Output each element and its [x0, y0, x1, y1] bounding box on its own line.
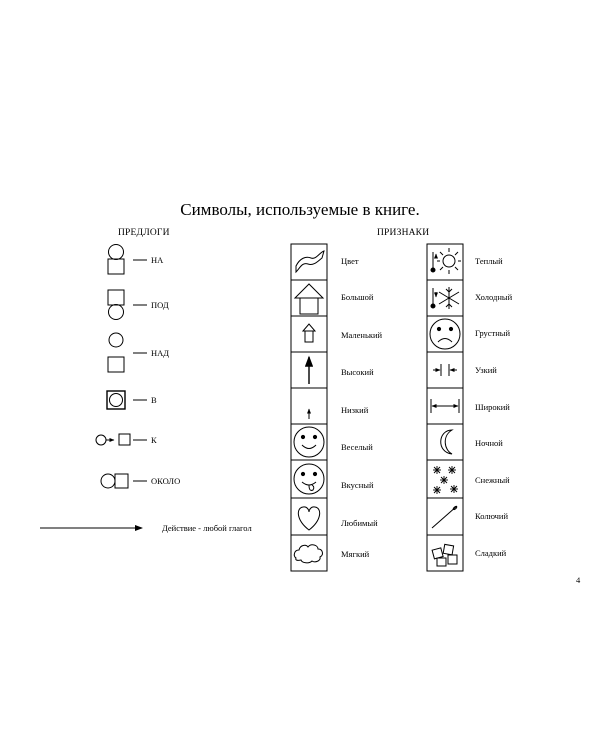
moon-icon — [441, 430, 452, 454]
prep-label-pod: ПОД — [151, 300, 169, 310]
na-symbol-icon — [108, 245, 147, 275]
attr-label: Цвет — [341, 256, 359, 266]
narrow-arrows-icon — [433, 364, 457, 376]
sad-face-icon — [430, 319, 460, 349]
prep-label-na: НА — [151, 255, 164, 265]
attr-label: Сладкий — [475, 548, 507, 558]
attr-label: Высокий — [341, 367, 374, 377]
attr-label: Колючий — [475, 511, 509, 521]
attr-label: Низкий — [341, 405, 369, 415]
attr-label: Снежный — [475, 475, 510, 485]
attr-label: Ночной — [475, 438, 503, 448]
prep-label-k: К — [151, 435, 157, 445]
tongue-face-icon — [294, 464, 324, 494]
attr-label: Узкий — [475, 365, 497, 375]
nad-symbol-icon — [108, 333, 147, 372]
sun-thermometer-icon — [431, 248, 461, 274]
k-symbol-icon — [96, 434, 147, 445]
attr-label: Вкусный — [341, 480, 374, 490]
wide-arrows-icon — [431, 399, 459, 413]
attr-label: Любимый — [341, 518, 378, 528]
heart-icon — [298, 507, 319, 530]
attr-label: Большой — [341, 292, 374, 302]
attr-label: Грустный — [475, 328, 511, 338]
v-symbol-icon — [107, 391, 147, 409]
attributes-heading: ПРИЗНАКИ — [377, 228, 430, 238]
page-title: Символы, используемые в книге. — [180, 200, 420, 219]
page-number: 4 — [576, 575, 581, 585]
attr-label: Веселый — [341, 442, 373, 452]
attr-label: Холодный — [475, 292, 513, 302]
prep-label-v: В — [151, 395, 157, 405]
attr-label: Теплый — [475, 256, 503, 266]
cloud-icon — [294, 545, 322, 563]
candies-icon — [432, 544, 457, 566]
prep-label-okolo: ОКОЛО — [151, 476, 181, 486]
prepositions-heading: ПРЕДЛОГИ — [118, 228, 170, 238]
left-attribute-column — [291, 244, 327, 571]
happy-face-icon — [294, 427, 324, 457]
snowflake-thermometer-icon — [431, 287, 459, 309]
action-label: Действие - любой глагол — [162, 523, 252, 533]
needle-icon — [432, 506, 457, 528]
small-house-icon — [303, 324, 315, 342]
attr-label: Широкий — [475, 402, 510, 412]
pod-symbol-icon — [108, 290, 147, 320]
attr-label: Маленький — [341, 330, 383, 340]
color-stroke-icon — [296, 251, 324, 272]
prep-label-nad: НАД — [151, 348, 170, 358]
snowflakes-icon — [433, 466, 458, 494]
big-house-icon — [295, 284, 323, 314]
okolo-symbol-icon — [101, 474, 147, 488]
attr-label: Мягкий — [341, 549, 370, 559]
